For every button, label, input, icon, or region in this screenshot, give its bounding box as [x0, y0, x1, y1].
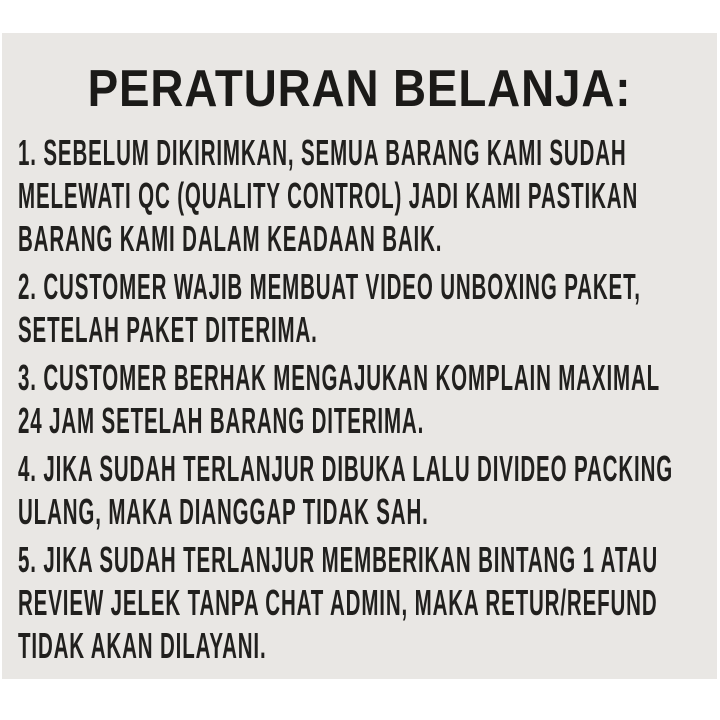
rule-line: REVIEW JELEK TANPA CHAT ADMIN, MAKA RETUR/REFUND [18, 582, 658, 623]
rules-list [2, 131, 717, 667]
rule-line: 24 JAM SETELAH BARANG DITERIMA. [18, 400, 425, 441]
rule-line: ULANG, MAKA DIANGGAP TIDAK SAH. [18, 491, 429, 532]
rule-line: MELEWATI QC (QUALITY CONTROL) JADI KAMI PASTIKAN [18, 175, 639, 216]
rule-item-3 [18, 356, 701, 442]
rule-line: SETELAH PAKET DITERIMA. [18, 309, 318, 350]
rule-item-5 [18, 538, 701, 667]
rule-line: TIDAK AKAN DILAYANI. [18, 625, 267, 666]
rule-item-4 [18, 447, 701, 533]
rule-line: BARANG KAMI DALAM KEADAAN BAIK. [18, 218, 443, 259]
rule-line: 2. CUSTOMER WAJIB MEMBUAT VIDEO UNBOXING PAKET, [18, 266, 641, 307]
notice-title: PERATURAN BELANJA: [87, 60, 632, 118]
rule-item-2 [18, 265, 701, 351]
rule-item-1 [18, 131, 701, 260]
rule-line: 4. JIKA SUDAH TERLANJUR DIBUKA LALU DIVIDEO PACKING [18, 448, 674, 489]
notice-panel [2, 33, 717, 679]
rule-line: 3. CUSTOMER BERHAK MENGAJUKAN KOMPLAIN MAXIMAL [18, 357, 661, 398]
rule-line: 1. SEBELUM DIKIRIMKAN, SEMUA BARANG KAMI SUDAH [18, 132, 627, 173]
rule-line: 5. JIKA SUDAH TERLANJUR MEMBERIKAN BINTANG 1 ATAU [18, 539, 659, 580]
